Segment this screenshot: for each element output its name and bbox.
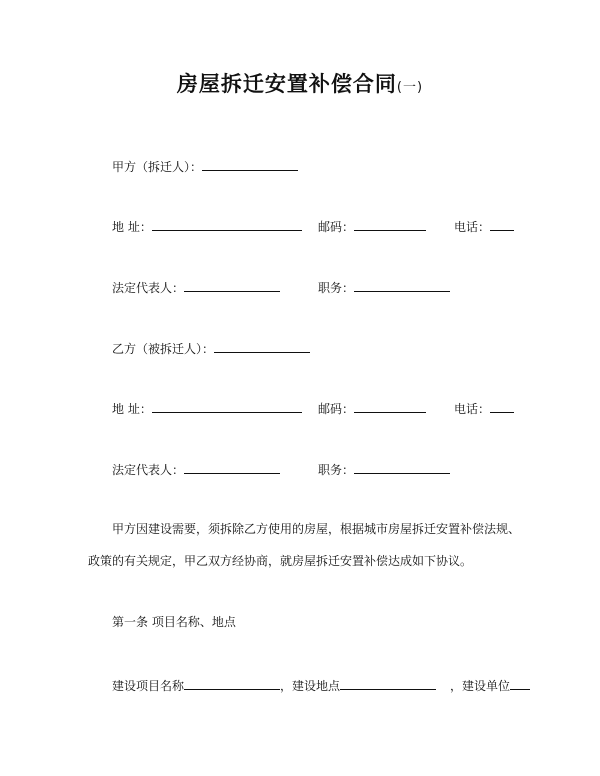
article-1-fields-row [112,677,530,695]
party-a-phone-blank[interactable] [490,218,514,231]
party-b-phone-label: 电话： [454,402,491,416]
title-text: 房屋拆迁安置补偿合同 [176,72,397,96]
title-suffix: (一) [396,80,424,95]
party-b-rep-row [112,461,280,479]
intro-line-1: 甲方因建设需要，须拆除乙方使用的房屋，根据城市房屋拆迁安置补偿法规、 [112,522,521,536]
party-b-label: 乙方（被拆迁人）： [112,342,215,356]
party-a-rep-label: 法定代表人： [112,281,185,295]
party-b-postcode-label: 邮码： [318,402,355,416]
party-a-blank[interactable] [202,158,298,171]
intro-line-2: 政策的有关规定，甲乙双方经协商，就房屋拆迁安置补偿达成如下协议。 [88,554,473,568]
party-a-rep-blank[interactable] [184,279,280,292]
party-b-row [112,340,310,358]
party-a-row [112,158,298,176]
site-label: ，建设地点 [280,679,341,693]
party-b-address-label: 地 址： [112,402,152,416]
project-name-blank[interactable] [184,677,280,690]
party-a-address-label: 地 址： [112,220,152,234]
party-b-address-blank[interactable] [152,400,302,413]
party-a-label: 甲方（拆迁人）： [112,160,203,174]
party-b-position-row [318,461,450,479]
party-b-phone-blank[interactable] [490,400,514,413]
party-a-position-blank[interactable] [354,279,450,292]
party-b-position-label: 职务： [318,463,355,477]
article-1-heading: 第一条 项目名称、地点 [112,615,236,629]
party-a-postcode-label: 邮码： [318,220,355,234]
party-a-rep-row [112,279,280,297]
party-b-rep-label: 法定代表人： [112,463,185,477]
party-a-position-label: 职务： [318,281,355,295]
party-b-rep-blank[interactable] [184,461,280,474]
party-a-phone-label: 电话： [454,220,491,234]
party-a-position-row [318,279,450,297]
party-a-postcode-row [318,218,426,236]
party-a-postcode-blank[interactable] [354,218,426,231]
party-b-postcode-row [318,400,426,418]
unit-blank[interactable] [510,677,530,690]
party-a-address-blank[interactable] [152,218,302,231]
party-b-phone-row [454,400,514,418]
party-b-postcode-blank[interactable] [354,400,426,413]
project-name-label: 建设项目名称 [112,679,185,693]
site-blank[interactable] [340,677,436,690]
party-a-phone-row [454,218,514,236]
party-b-address-row [112,400,302,418]
unit-label: ，建设单位 [450,679,511,693]
party-b-position-blank[interactable] [354,461,450,474]
party-a-address-row [112,218,302,236]
document-title [0,68,600,98]
party-b-blank[interactable] [214,340,310,353]
